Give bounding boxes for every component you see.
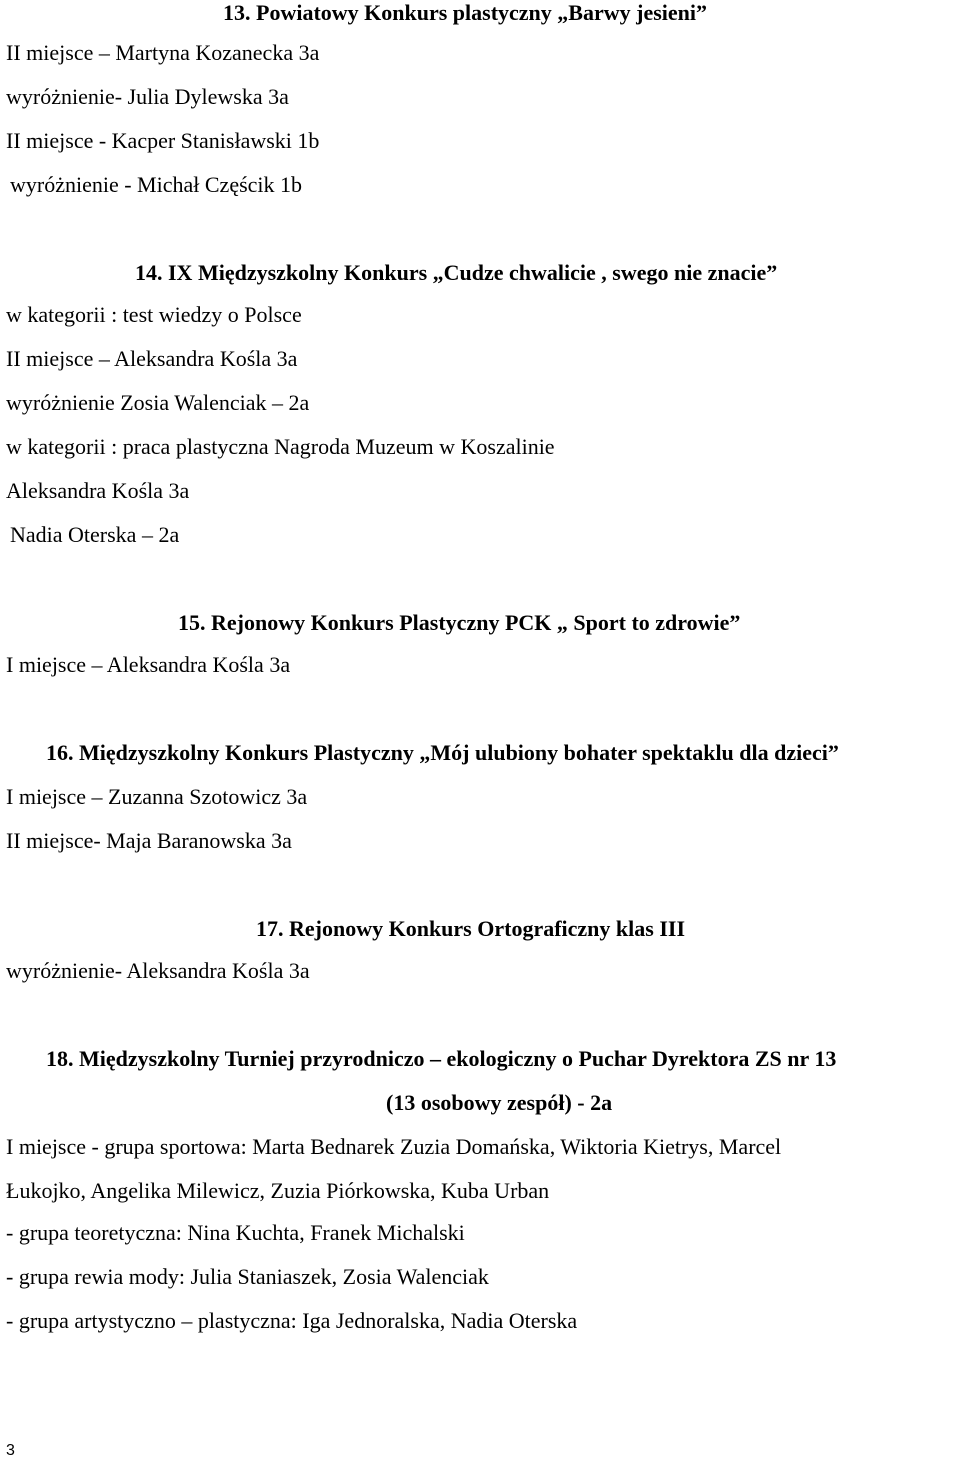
section-16-heading: 16. Międzyszkolny Konkurs Plastyczny „Mój ulubiony bohater spektaklu dla dzieci” (46, 740, 839, 765)
result-line: wyróżnienie- Aleksandra Kośla 3a (6, 958, 310, 983)
result-line: II miejsce- Maja Baranowska 3a (6, 828, 292, 853)
section-14-heading: 14. IX Międzyszkolny Konkurs „Cudze chwalicie , swego nie znacie” (135, 260, 778, 285)
result-line: - grupa artystyczno – plastyczna: Iga Jednoralska, Nadia Oterska (6, 1308, 578, 1333)
section-17-heading: 17. Rejonowy Konkurs Ortograficzny klas III (256, 916, 686, 941)
result-line: - grupa teoretyczna: Nina Kuchta, Franek Michalski (6, 1220, 465, 1245)
section-18-heading: 18. Międzyszkolny Turniej przyrodniczo – ekologiczny o Puchar Dyrektora ZS nr 13 (46, 1046, 837, 1071)
result-line: Nadia Oterska – 2a (10, 522, 180, 547)
result-line: II miejsce - Kacper Stanisławski 1b (6, 128, 320, 153)
section-15-heading: 15. Rejonowy Konkurs Plastyczny PCK „ Sport to zdrowie” (178, 610, 741, 635)
result-line: w kategorii : test wiedzy o Polsce (6, 302, 302, 327)
result-line: wyróżnienie Zosia Walenciak – 2a (6, 390, 310, 415)
result-line: Łukojko, Angelika Milewicz, Zuzia Piórkowska, Kuba Urban (6, 1178, 550, 1203)
result-line: wyróżnienie - Michał Częścik 1b (10, 172, 303, 197)
section-18-subheading: (13 osobowy zespół) - 2a (386, 1090, 613, 1115)
result-line: I miejsce – Zuzanna Szotowicz 3a (6, 784, 308, 809)
result-line: - grupa rewia mody: Julia Staniaszek, Zosia Walenciak (6, 1264, 489, 1289)
result-line: wyróżnienie- Julia Dylewska 3a (6, 84, 289, 109)
result-line: I miejsce – Aleksandra Kośla 3a (6, 652, 291, 677)
result-line: II miejsce – Aleksandra Kośla 3a (6, 346, 298, 371)
result-line: II miejsce – Martyna Kozanecka 3a (6, 40, 320, 65)
result-line: w kategorii : praca plastyczna Nagroda Muzeum w Koszalinie (6, 434, 555, 459)
result-line: I miejsce - grupa sportowa: Marta Bednarek Zuzia Domańska, Wiktoria Kietrys, Marcel (6, 1134, 782, 1159)
section-13-heading: 13. Powiatowy Konkurs plastyczny „Barwy jesieni” (223, 0, 707, 25)
page-number: 3 (6, 1442, 15, 1459)
result-line: Aleksandra Kośla 3a (6, 478, 190, 503)
